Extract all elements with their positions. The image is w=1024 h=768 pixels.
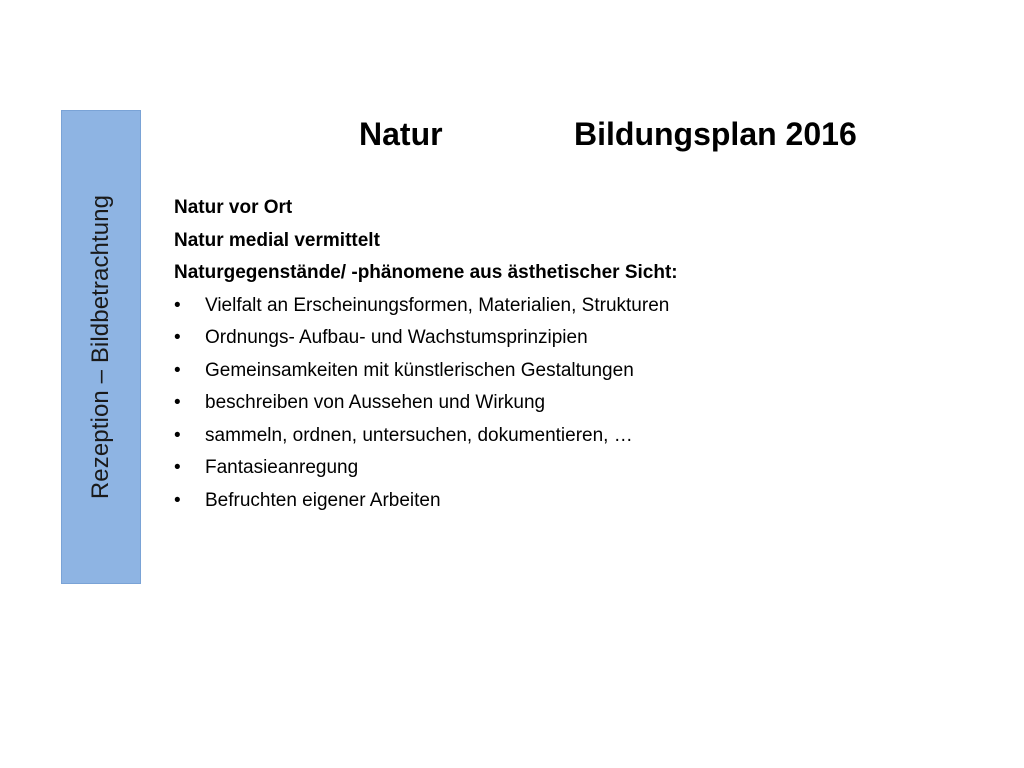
list-item-text: beschreiben von Aussehen und Wirkung [205, 392, 546, 413]
list-item-text: Befruchten eigener Arbeiten [205, 489, 441, 511]
list-item [174, 452, 894, 485]
bullet-icon: • [174, 294, 181, 316]
title-curriculum: Bildungsplan 2016 [574, 116, 857, 152]
bullet-icon: • [174, 457, 181, 478]
list-item [174, 485, 894, 518]
bullet-icon: • [174, 327, 181, 348]
list-item [174, 322, 894, 355]
list-item [174, 387, 894, 420]
list-item-text: Ordnungs- Aufbau- und Wachstumsprinzipien [205, 327, 588, 348]
list-item-text: Vielfalt an Erscheinungsformen, Materialien, Strukturen [205, 294, 670, 316]
title-topic: Natur [359, 116, 443, 152]
list-item [174, 290, 894, 323]
bullet-icon: • [174, 424, 181, 446]
bullet-icon: • [174, 392, 181, 413]
list-item-text: Gemeinsamkeiten mit künstlerischen Gestaltungen [205, 359, 634, 381]
heading-natur-vor-ort: Natur vor Ort [174, 197, 293, 218]
list-item-text: sammeln, ordnen, untersuchen, dokumentieren, … [205, 424, 633, 446]
heading-natur-medial: Natur medial vermittelt [174, 229, 380, 251]
bullet-icon: • [174, 489, 181, 511]
sidebar-vertical-label: Rezeption – Bildbetrachtung [87, 194, 114, 500]
list-item-text: Fantasieanregung [205, 457, 359, 478]
list-item [174, 420, 894, 453]
heading-naturgegenstaende: Naturgegenstände/ -phänomene aus ästhetischer Sicht: [174, 262, 678, 283]
sidebar-panel [61, 110, 141, 584]
content-body [174, 192, 894, 517]
bullet-icon: • [174, 359, 181, 381]
list-item [174, 355, 894, 388]
